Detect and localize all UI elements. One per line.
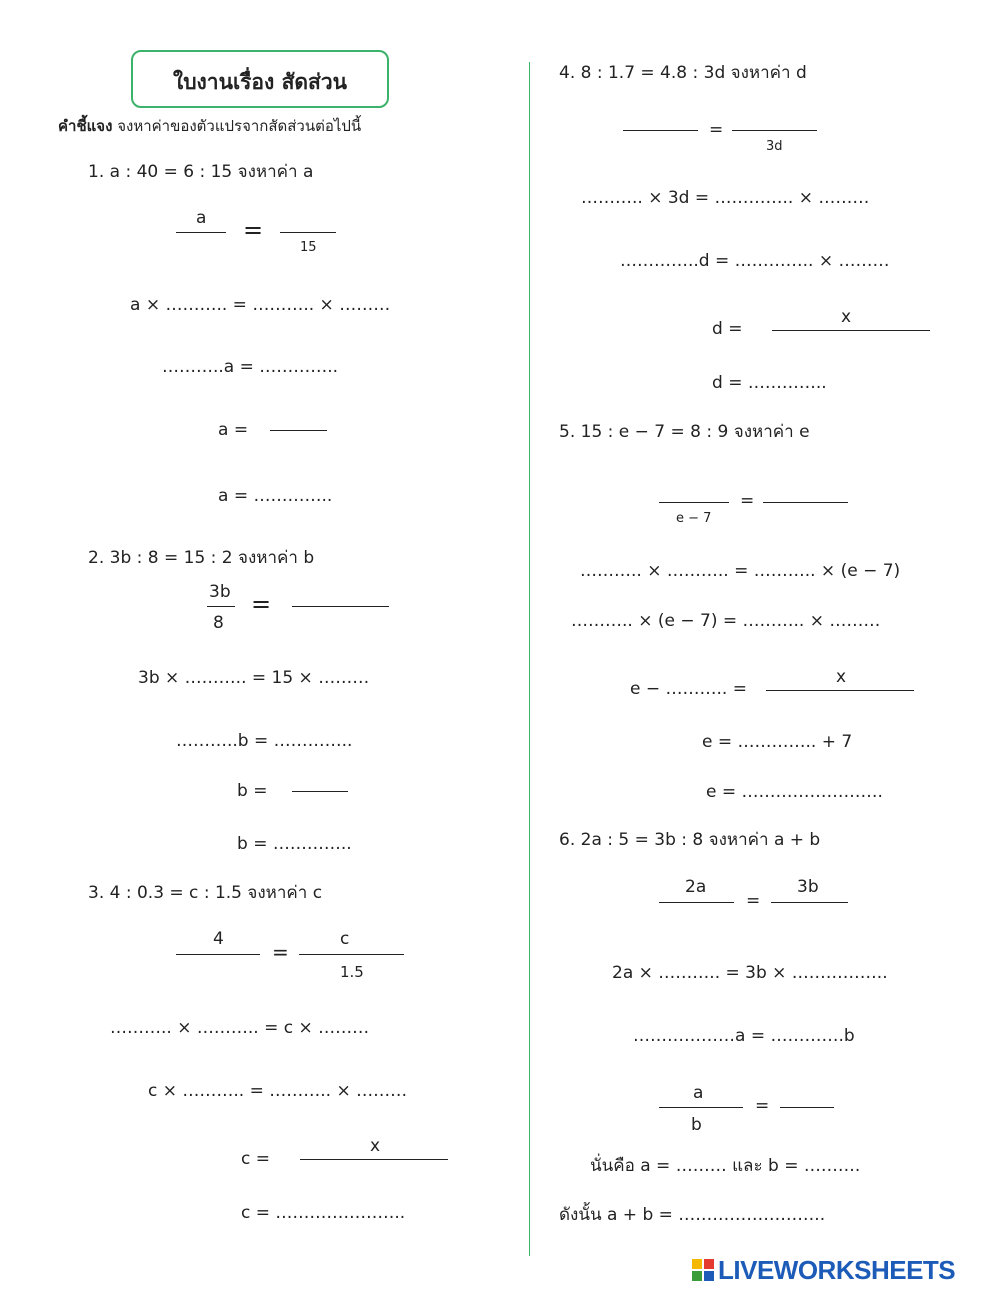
q6-eq2: = [755,1096,770,1116]
q2-step3: b = [237,781,268,801]
logo-square-1 [692,1259,702,1269]
q6-frac2-right-line[interactable] [780,1107,834,1108]
logo-square-2 [704,1259,714,1269]
q6-frac-num-left: 2a [685,877,707,897]
q3-frac-num-right: c [340,929,350,949]
q5-header: 5. 15 : e − 7 = 8 : 9 จงหาค่า e [559,422,810,442]
q3-step3-line[interactable] [300,1159,448,1160]
q3-step2: c × ……….. = ……….. × ……… [148,1081,408,1101]
q2-frac-left-line [207,606,235,607]
q3-step3: c = [241,1149,270,1169]
q6-step1: 2a × ……….. = 3b × …………….. [612,963,888,983]
logo-square-3 [692,1271,702,1281]
q1-step2: ………..a = ………….. [162,357,339,377]
q2-frac-den: 8 [213,613,224,633]
q4-header: 4. 8 : 1.7 = 4.8 : 3d จงหาค่า d [559,63,807,83]
q6-frac2-den: b [691,1115,702,1135]
worksheet-title: ใบงานเรื่อง สัดส่วน [172,70,348,94]
column-divider [529,62,530,1256]
q6-step2: ………………a = ………….b [633,1026,855,1046]
q1-header: 1. a : 40 = 6 : 15 จงหาค่า a [88,162,314,182]
q6-frac-left-line[interactable] [659,902,734,903]
q4-step2: …………..d = ………….. × ……… [620,251,890,271]
q6-frac-right-line[interactable] [771,902,848,903]
q4-step3-line[interactable] [772,330,930,331]
q5-step3-num: x [836,667,847,687]
q2-eq: = [251,590,272,618]
q5-frac-left-line[interactable] [659,502,729,503]
q4-step1: ……….. × 3d = ………….. × ……… [581,188,870,208]
q2-frac-num: 3b [209,582,231,602]
q1-frac-den: 15 [300,240,317,255]
q1-frac-left-line [176,232,226,233]
q3-step1: ……….. × ……….. = c × ……… [110,1018,370,1038]
q5-eq: = [740,491,755,511]
q2-frac-right-line[interactable] [292,606,389,607]
q6-header: 6. 2a : 5 = 3b : 8 จงหาค่า a + b [559,830,821,850]
q3-frac-den: 1.5 [340,963,364,981]
logo-mark-icon [692,1259,714,1281]
q5-step1: ……….. × ……….. = ……….. × (e − 7) [580,561,901,581]
q1-step4: a = ………….. [218,486,333,506]
q5-step4: e = ………….. + 7 [702,732,853,752]
q4-step3: d = [712,319,743,339]
logo-square-4 [704,1271,714,1281]
q1-step1: a × ……….. = ……….. × ……… [130,295,391,315]
q5-step3-line[interactable] [766,690,914,691]
q5-frac-den: e − 7 [676,511,712,526]
q4-frac-right-line[interactable] [732,130,817,131]
q1-frac-num: a [196,208,207,228]
q4-frac-den: 3d [766,139,783,154]
q6-step4: ดังนั้น a + b = …………………….. [559,1205,826,1225]
q5-frac-right-line[interactable] [763,502,848,503]
instruction-label: คำชี้แจง [58,117,113,135]
q6-frac-num-right: 3b [797,877,819,897]
q2-step1: 3b × ……….. = 15 × ……… [138,668,370,688]
q4-step3-num: x [841,307,852,327]
q3-frac-right-line [299,954,404,955]
q5-step3: e − ……….. = [630,679,747,699]
q5-step5: e = ……………………. [706,782,883,802]
title-box [131,50,389,108]
q1-eq: = [243,216,264,244]
q3-frac-num-left: 4 [213,929,224,949]
q6-frac2-num: a [693,1083,704,1103]
logo-text: LIVEWORKSHEETS [718,1255,956,1285]
q2-header: 2. 3b : 8 = 15 : 2 จงหาค่า b [88,548,315,568]
q3-eq: = [272,940,289,964]
q1-step3-line[interactable] [270,430,327,431]
q4-step4: d = ………….. [712,373,827,393]
q3-header: 3. 4 : 0.3 = c : 1.5 จงหาค่า c [88,883,323,903]
q5-step2: ……….. × (e − 7) = ……….. × ……… [571,611,881,631]
q2-step2: ………..b = ………….. [176,731,353,751]
q2-step3-line[interactable] [292,791,348,792]
q6-eq: = [746,891,761,911]
q6-step3: นั่นคือ a = ……… และ b = ………. [590,1156,861,1176]
instruction-text: จงหาค่าของตัวแปรจากสัดส่วนต่อไปนี้ [117,117,362,135]
q2-step4: b = ………….. [237,834,352,854]
q4-eq: = [709,120,724,140]
q3-frac-left-line [176,954,260,955]
q1-frac-right-line [280,232,336,233]
q3-step3-num: x [370,1136,381,1156]
q3-step4: c = ………………….. [241,1203,406,1223]
q4-frac-left-line[interactable] [623,130,698,131]
q6-frac2-line [659,1107,743,1108]
instruction [58,116,361,136]
q1-step3: a = [218,420,249,440]
